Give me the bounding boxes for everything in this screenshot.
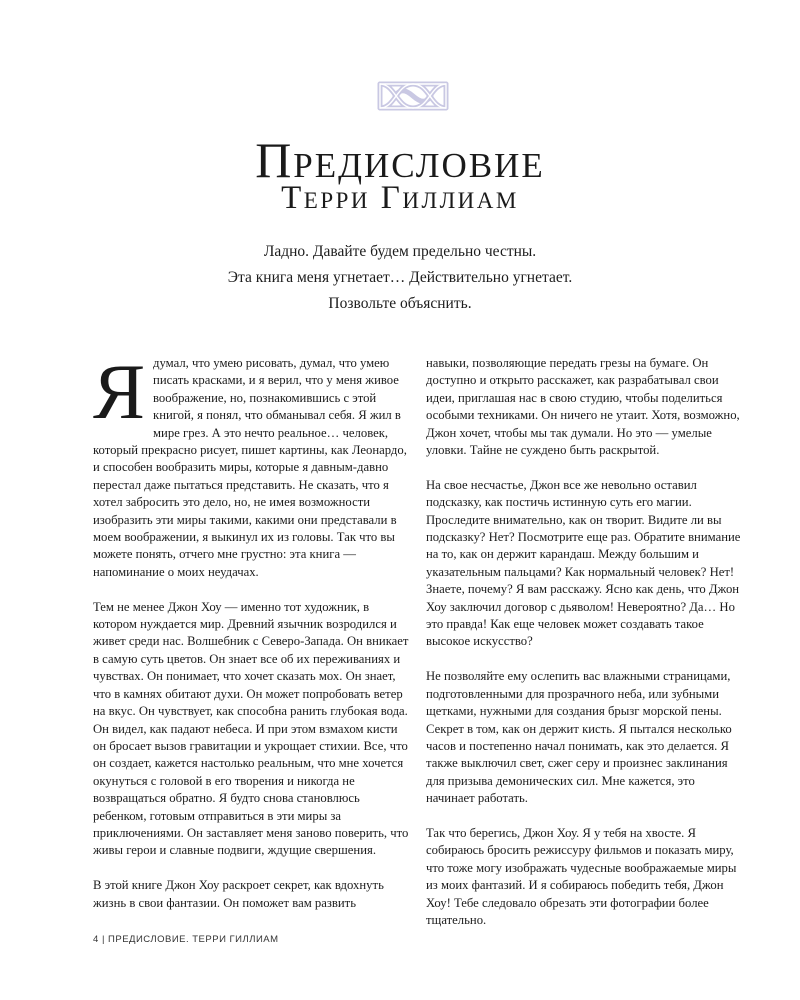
intro-line: Эта книга меня угнетает… Действительно угнетает. (227, 269, 573, 286)
intro-line: Позвольте объяснить. (328, 295, 472, 312)
running-head: ПРЕДИСЛОВИЕ. ТЕРРИ ГИЛЛИАМ (108, 934, 279, 945)
chapter-subtitle-author: Терри Гиллиам (281, 180, 519, 216)
paragraph: навыки, позволяющие передать грезы на бумаге. Он доступно и открыто расскажет, как разрабатывал свои идеи, приглашая нас в свою студию, чтобы поделиться особыми техниками. Он ничего не утаит. Хотя, возможно, Джон хочет, чтобы мы так думали. Но это — умелые уловки. Тайне не суждено быть раскрытой. (426, 356, 740, 458)
footer-separator: | (101, 934, 105, 945)
paragraph: В этой книге Джон Хоу раскроет секрет, как вдохнуть жизнь в свои фантазии. Он поможет вам развить (93, 878, 384, 910)
intro-line: Ладно. Давайте будем предельно честны. (263, 243, 537, 260)
paragraph: Так что берегись, Джон Хоу. Я у тебя на хвосте. Я собираюсь бросить режиссуру фильмов и показать миру, что тоже могу изображать чудесные воображаемые миры из моих фантазий. И я собираюсь победить тебя, Джон Хоу! Тебе следовало обрезать эти фотографии более тщательно. (426, 825, 737, 927)
page-footer (93, 934, 279, 945)
page-number: 4 (93, 934, 99, 945)
text-column-left (93, 348, 413, 929)
paragraph: Тем не менее Джон Хоу — именно тот художник, в котором нуждается мир. Древний язычник возродился и живет среди нас. Волшебник с Северо-Запада. Он вникает в самую суть цветов. Он знает все об их переживаниях и чувствах. Он понимает, что хочет сказать мох. Он знает, что в камнях обитают духи. Он может попробовать ветер на вкус. Он чувствует, как способна ранить глубокая вода. Он видел, как падают небеса. И при этом взмахом кисти он бросает вызов гравитации и укрощает стихии. Все, что он создает, кажется настолько реальным, что мне хочется окунуться с головой в его творения и никогда не возвращаться обратно. Я будто снова становлюсь ребенком, готовым отправиться в эти миры за приключениями. Он заставляет меня заново поверить, что живы герои и славные подвиги, ждущие свершения. (93, 599, 409, 858)
text-column-right (426, 355, 746, 947)
drop-cap: Я (93, 348, 146, 435)
celtic-knot-icon (375, 79, 451, 113)
paragraph (93, 348, 413, 581)
paragraph: Не позволяйте ему ослепить вас влажными страницами, подготовленными для прозрачного неба, или зубными щетками, нужными для создания брызг морской пены. Секрет в том, как он держит кисть. Я пытался несколько часов и постепенно начал понимать, как это делается. Я также выключил свет, сжег серу и произнес заклинания для призыва демонических сил. Мне кажется, это начинает работать. (426, 669, 732, 806)
paragraph-text: думал, что умею рисовать, думал, что умею писать красками, и я верил, что у меня живое воображение, но, познакомившись с этой книгой, я понял, что обманывал себя. Я жил в мире грез. А это нечто реальное… человек, который прекрасно рисует, пишет картины, как Леонардо, и способен вообразить миры, которые я давным-давно перестал даже пытаться представить. Не сказать, что я хотел забросить это дело, но, не имея возможности изобразить эти миры такими, какими они представали в моем воображении, я выкинул их из головы. Так что вы можете понять, отчего мне грустно: эта книга — напоминание о моих неудачах. (93, 356, 407, 579)
intro-block (0, 239, 800, 317)
paragraph: На свое несчастье, Джон все же невольно оставил подсказку, как постичь истинную суть его магии. Проследите внимательно, как он творит. Видите ли вы подсказку? Нет? Посмотрите еще раз. Обратите внимание на то, как он держит карандаш. Между большим и указательным пальцами? Как нормальный человек? Нет! Знаете, почему? Я вам расскажу. Ясно как день, что Джон Хоу заключил договор с дьяволом! Невероятно? Да… Но это правда! Как еще человек может создавать такое высокое искусство? (426, 477, 741, 649)
chapter-title: Предисловие (255, 132, 545, 188)
